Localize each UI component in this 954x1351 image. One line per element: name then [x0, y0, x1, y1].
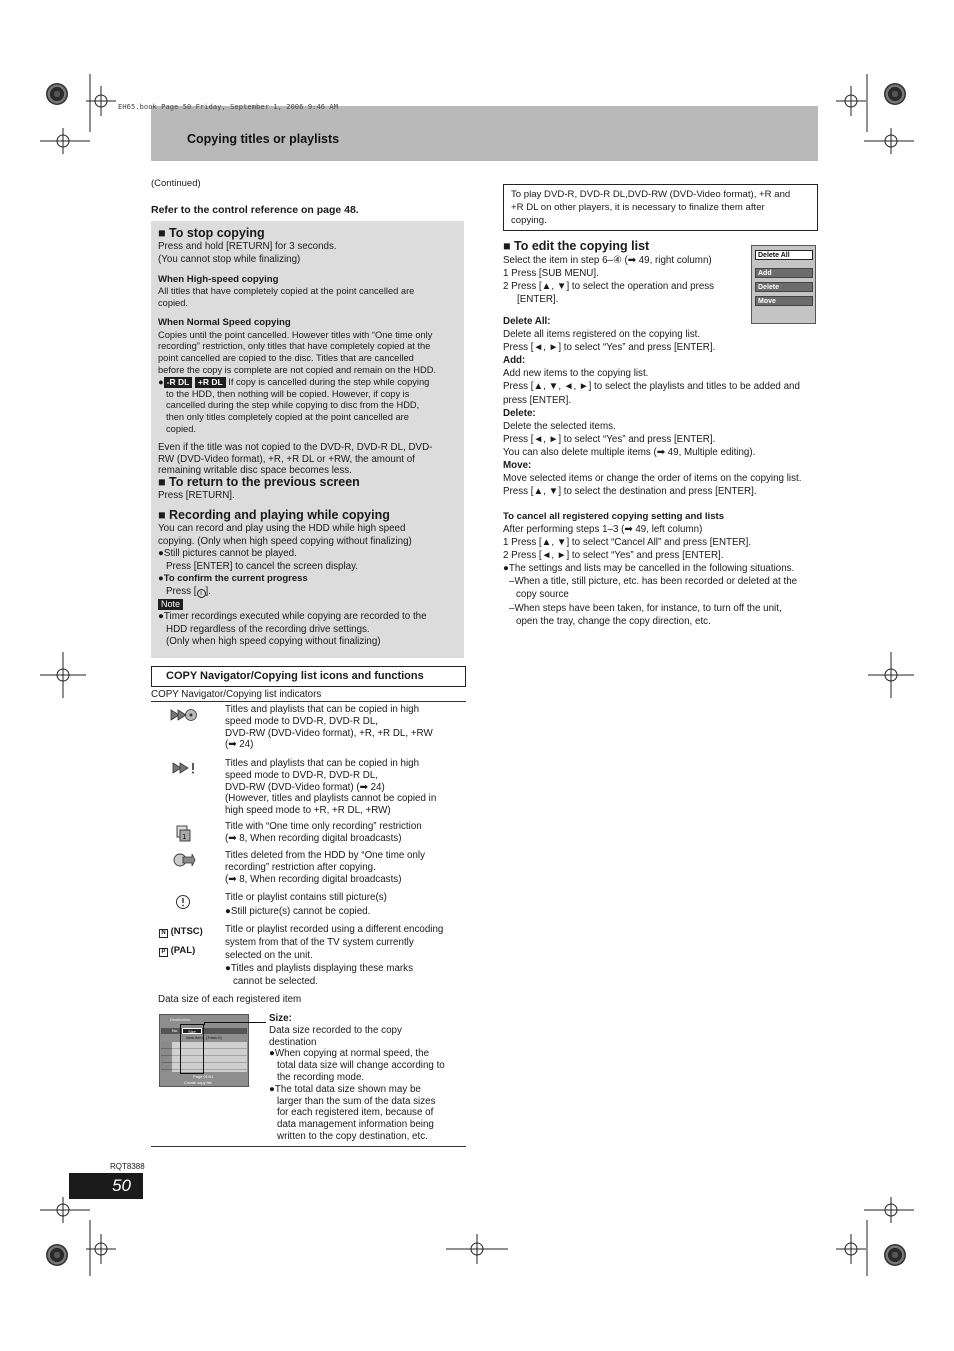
edit-line: [ENTER]. [517, 294, 559, 305]
size-explainer [269, 1013, 464, 1143]
normal-speed-line: before the copy is complete are not copied and remain on the HDD. [158, 364, 437, 375]
press-text: Press [ [166, 585, 197, 597]
high-speed-line: copied. [158, 297, 188, 308]
dl-note-line: cancelled during the step while copying to disc from the HDD, [166, 400, 420, 411]
finalize-box [503, 184, 818, 231]
sub-menu [751, 245, 816, 324]
nav-desc-line: (➡ 24) [225, 739, 254, 751]
high-speed-line: All titles that have completely copied at the point cancelled are [158, 285, 415, 296]
header-band [151, 106, 818, 161]
rec-play-line: ●To confirm the current progress [158, 573, 308, 584]
normal-speed-line: recording” restriction, only titles that have completely copied at the [158, 341, 431, 352]
size-line: destination [269, 1036, 317, 1048]
return-section [158, 475, 458, 502]
data-size-label: Data size of each registered item [158, 994, 302, 1005]
even-if-line: remaining writable disc space becomes less. [158, 465, 352, 477]
option-line: press [ENTER]. [503, 394, 572, 406]
size-line: written to the copy destination, etc. [277, 1130, 428, 1142]
nav-desc-line: (➡ 8, When recording digital broadcasts) [225, 832, 402, 844]
edit-heading: ■ To edit the copying list [503, 239, 650, 253]
size-heading: Size: [269, 1013, 292, 1024]
size-line: Data size recorded to the copy [269, 1024, 402, 1036]
cancel-line: ●The settings and lists may be cancelled in the following situations. [503, 563, 795, 575]
stop-copying-section [158, 226, 458, 477]
nav-desc-line: system from that of the TV system currently [225, 937, 414, 948]
high-speed-heading: When High-speed copying [158, 273, 279, 285]
page-title: Copying titles or playlists [187, 132, 340, 146]
ntsc-icon: N [159, 929, 168, 938]
cancel-line: 2 Press [◄, ►] to select “Yes” and press [ENTER]. [503, 550, 724, 562]
rec-play-line: copying. (Only when high speed copying without finalizing) [158, 535, 412, 547]
edit-line: Select the item in step 6–④ (➡ 49, right column) [503, 255, 712, 266]
nav-desc-line: Titles and playlists that can be copied in high [225, 704, 420, 715]
callout-line [204, 1022, 205, 1025]
cancel-line: copy source [516, 589, 569, 601]
size-line: the recording mode. [277, 1071, 365, 1083]
screen-create: Create copy list [184, 1080, 212, 1085]
cancel-line: –When a title, still picture, etc. has been recorded or deleted at the [509, 576, 798, 588]
nav-row-6 [225, 923, 465, 988]
delete-all-heading: Delete All: [503, 316, 551, 327]
finalize-line: To play DVD-R, DVD-R DL,DVD-RW (DVD-Video format), +R and [511, 189, 791, 200]
r-dl-badge: -R DL [164, 377, 193, 388]
option-line: Add new items to the copying list. [503, 368, 649, 380]
option-line: Press [▲, ▼, ◄, ►] to select the playlists and titles to be added and [503, 381, 800, 393]
finalize-line: +R DL on other players, it is necessary to finalize them after [511, 201, 765, 213]
cancel-line: –When steps have been taken, for instance, to turn off the unit, [509, 602, 782, 614]
nav-desc-line: Title or playlist contains still picture(s) [225, 892, 387, 903]
option-line: Delete all items registered on the copying list. [503, 329, 701, 341]
even-if-line: RW (DVD-Video format), +R, +R DL or +RW, the amount of [158, 453, 415, 465]
screen-new-item: New item [186, 1035, 203, 1040]
rec-play-line [158, 586, 458, 599]
normal-speed-line: Copies until the point cancelled. However titles with “One time only [158, 329, 433, 340]
pal-mark [159, 945, 195, 957]
dl-note-line: to the HDD, then nothing will be copied. However, if copy is [166, 388, 410, 399]
nav-desc-line: high speed mode to +R, +R DL, +RW) [225, 805, 391, 817]
note-badge: Note [158, 599, 183, 610]
rec-play-line: You can record and play using the HDD while high speed [158, 523, 406, 534]
stop-line: (You cannot stop while finalizing) [158, 253, 301, 265]
nav-desc-line: (However, titles and playlists cannot be copied in [225, 793, 437, 805]
cancel-line: open the tray, change the copy direction, etc. [516, 615, 711, 627]
pal-icon: P [159, 948, 168, 957]
rec-play-section [158, 508, 458, 649]
option-line: Delete the selected items. [503, 420, 616, 432]
high-speed-copy-icon [170, 707, 198, 723]
nav-desc-line: cannot be selected. [233, 976, 318, 987]
nav-title-box [151, 666, 466, 687]
doc-code: RQT8388 [110, 1162, 145, 1171]
dl-note-line [158, 377, 458, 389]
ntsc-label: (NTSC) [170, 926, 203, 937]
option-line: You can also delete multiple items (➡ 49, Multiple editing). [503, 446, 756, 458]
nav-row-1 [225, 704, 465, 751]
nav-desc-line: Titles and playlists that can be copied in high [225, 758, 420, 769]
rec-play-line: ●Still pictures cannot be played. [158, 548, 297, 559]
nav-desc-line: ●Still picture(s) cannot be copied. [225, 905, 371, 917]
size-line: for each registered item, because of [277, 1107, 434, 1119]
divider [151, 701, 466, 702]
note-line: (Only when high speed copying without finalizing) [166, 636, 381, 647]
nav-desc-line: speed mode to DVD-R, DVD-R DL, [225, 715, 378, 727]
menu-add[interactable]: Add [755, 268, 813, 278]
nav-desc-line: (➡ 8, When recording digital broadcasts) [225, 873, 402, 885]
press-text-end: ]. [205, 585, 211, 597]
size-highlight [180, 1024, 204, 1074]
nav-desc-line: speed mode to DVD-R, DVD-R DL, [225, 769, 378, 781]
nav-desc-line: Title or playlist recorded using a different encoding [225, 924, 444, 935]
nav-desc-line: selected on the unit. [225, 950, 313, 961]
size-line: data management information being [277, 1119, 434, 1131]
ntsc-mark [159, 926, 203, 938]
nav-row-4 [225, 850, 465, 885]
nav-desc-line: Title with “One time only recording” restriction [225, 821, 422, 832]
add-heading: Add: [503, 355, 526, 367]
size-line: total data size will change according to [277, 1060, 445, 1072]
nav-indicators-label: COPY Navigator/Copying list indicators [151, 689, 322, 700]
divider [151, 1146, 466, 1147]
option-line: Press [▲, ▼] to select the destination and press [ENTER]. [503, 486, 757, 498]
option-line: Move selected items or change the order of items on the copying list. [503, 473, 802, 485]
return-line: Press [RETURN]. [158, 490, 235, 501]
callout-line [204, 1022, 266, 1023]
nav-desc-line: recording” restriction after copying. [225, 861, 376, 873]
note-line: HDD regardless of the recording drive settings. [166, 623, 370, 635]
svg-text:1: 1 [182, 833, 187, 841]
high-speed-restricted-icon [172, 760, 198, 776]
stop-copying-heading: ■ To stop copying [158, 226, 265, 240]
screen-no: No. [172, 1028, 179, 1033]
size-line: larger than the sum of the data sizes [277, 1095, 436, 1107]
nav-title: COPY Navigator/Copying list icons and functions [166, 670, 424, 682]
normal-speed-line: point cancelled are copied to the disc. Titles that are cancelled [158, 353, 414, 364]
nav-desc-line: DVD-RW (DVD-Video format) (➡ 24) [225, 781, 385, 793]
info-icon: i [197, 589, 206, 598]
still-picture-icon [175, 894, 191, 910]
cancel-line: After performing steps 1–3 (➡ 49, left column) [503, 524, 703, 535]
deleted-after-copy-icon [172, 852, 196, 868]
finalize-line: copying. [511, 214, 547, 226]
nav-row-2 [225, 758, 465, 817]
cancel-section [503, 511, 823, 628]
size-line: ●The total data size shown may be [269, 1083, 421, 1095]
menu-delete-all[interactable]: Delete All [755, 250, 813, 260]
nav-desc-line: ●Titles and playlists displaying these marks [225, 963, 413, 974]
note-line: ●Timer recordings executed while copying are recorded to the [158, 611, 427, 622]
move-heading: Move: [503, 460, 532, 472]
nav-row-3 [225, 821, 465, 845]
screen-page: Page 01/01 [193, 1074, 214, 1079]
edit-options [503, 315, 823, 498]
rec-play-line: Press [ENTER] to cancel the screen display. [166, 560, 359, 572]
bullet: ● [158, 376, 164, 387]
normal-speed-heading: When Normal Speed copying [158, 317, 291, 329]
nav-row-5 [225, 891, 465, 918]
page-number: 50 [69, 1173, 143, 1199]
return-heading: ■ To return to the previous screen [158, 475, 360, 489]
screen-dest: Destination [170, 1017, 191, 1022]
stop-line: Press and hold [RETURN] for 3 seconds. [158, 241, 337, 252]
print-meta: EH65.book Page 50 Friday, September 1, 2006 9:46 AM [118, 103, 339, 111]
menu-delete[interactable]: Delete [755, 282, 813, 292]
pal-label: (PAL) [170, 945, 196, 956]
size-line: ●When copying at normal speed, the [269, 1048, 430, 1060]
one-time-recording-icon [176, 825, 192, 843]
dl-note-line: copied. [166, 423, 196, 434]
screen-size: Size [182, 1028, 202, 1034]
dl-note-text: If copy is cancelled during the step while copying [225, 376, 430, 387]
screen-total: (Total=0) [206, 1035, 222, 1040]
nav-desc-line: Titles deleted from the HDD by “One time only [225, 850, 426, 861]
even-if-line: Even if the title was not copied to the DVD-R, DVD-R DL, DVD- [158, 441, 433, 453]
plus-r-dl-badge: +R DL [195, 377, 226, 388]
rec-play-heading: ■ Recording and playing while copying [158, 508, 390, 522]
edit-line: 2 Press [▲, ▼] to select the operation and press [503, 281, 715, 292]
refer-line: Refer to the control reference on page 48. [151, 204, 359, 216]
cancel-heading: To cancel all registered copying setting and lists [503, 511, 725, 522]
option-line: Press [◄, ►] to select “Yes” and press [ENTER]. [503, 433, 716, 445]
nav-desc-line: DVD-RW (DVD-Video format), +R, +R DL, +RW [225, 727, 433, 739]
dl-note-line: then only titles completely copied at the point cancelled are [166, 412, 409, 423]
menu-move[interactable]: Move [755, 296, 813, 306]
delete-heading: Delete: [503, 407, 536, 419]
continued-label: (Continued) [151, 178, 201, 189]
edit-line: 1 Press [SUB MENU]. [503, 268, 599, 279]
cancel-line: 1 Press [▲, ▼] to select “Cancel All” and press [ENTER]. [503, 537, 752, 549]
option-line: Press [◄, ►] to select “Yes” and press [ENTER]. [503, 342, 716, 354]
